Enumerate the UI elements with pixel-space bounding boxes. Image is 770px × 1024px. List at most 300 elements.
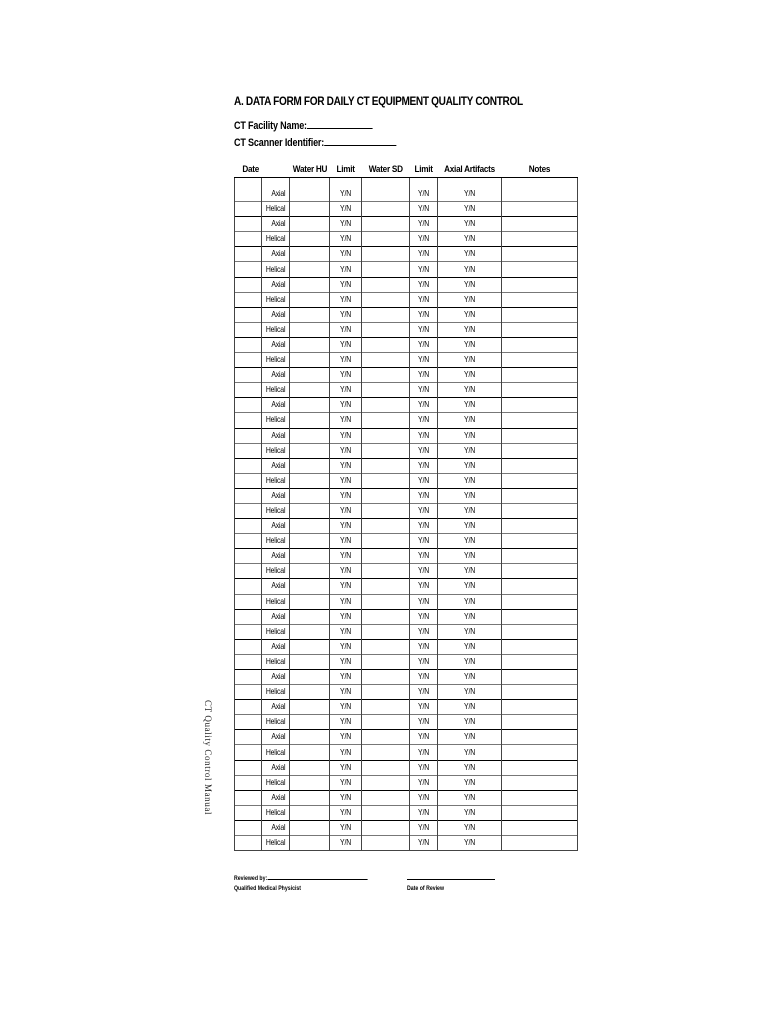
notes-cell[interactable] <box>502 836 578 851</box>
axial-artifacts-yn[interactable]: Y/N <box>438 594 502 609</box>
axial-artifacts-yn[interactable]: Y/N <box>438 473 502 488</box>
limit-sd-yn[interactable]: Y/N <box>410 745 438 760</box>
water-sd-cell[interactable] <box>362 700 410 715</box>
limit-sd-yn[interactable]: Y/N <box>410 730 438 745</box>
notes-cell[interactable] <box>502 745 578 760</box>
water-sd-cell[interactable] <box>362 202 410 217</box>
notes-cell[interactable] <box>502 353 578 368</box>
limit-sd-yn[interactable]: Y/N <box>410 488 438 503</box>
date-cell[interactable] <box>235 232 262 247</box>
notes-cell[interactable] <box>502 307 578 322</box>
axial-artifacts-yn[interactable]: Y/N <box>438 458 502 473</box>
axial-artifacts-yn[interactable]: Y/N <box>438 579 502 594</box>
date-cell[interactable] <box>235 247 262 262</box>
water-sd-cell[interactable] <box>362 428 410 443</box>
water-sd-cell[interactable] <box>362 609 410 624</box>
water-hu-cell[interactable] <box>290 745 330 760</box>
water-sd-cell[interactable] <box>362 383 410 398</box>
water-hu-cell[interactable] <box>290 322 330 337</box>
axial-artifacts-yn[interactable]: Y/N <box>438 700 502 715</box>
limit-hu-yn[interactable]: Y/N <box>330 805 362 820</box>
date-cell[interactable] <box>235 685 262 700</box>
axial-artifacts-yn[interactable]: Y/N <box>438 624 502 639</box>
notes-cell[interactable] <box>502 247 578 262</box>
axial-artifacts-yn[interactable]: Y/N <box>438 685 502 700</box>
axial-artifacts-yn[interactable]: Y/N <box>438 337 502 352</box>
water-sd-cell[interactable] <box>362 262 410 277</box>
limit-sd-yn[interactable]: Y/N <box>410 654 438 669</box>
date-cell[interactable] <box>235 488 262 503</box>
limit-sd-yn[interactable]: Y/N <box>410 549 438 564</box>
water-hu-cell[interactable] <box>290 262 330 277</box>
water-sd-cell[interactable] <box>362 337 410 352</box>
axial-artifacts-yn[interactable]: Y/N <box>438 836 502 851</box>
date-cell[interactable] <box>235 760 262 775</box>
notes-cell[interactable] <box>502 685 578 700</box>
limit-hu-yn[interactable]: Y/N <box>330 730 362 745</box>
water-sd-cell[interactable] <box>362 458 410 473</box>
date-cell[interactable] <box>235 398 262 413</box>
limit-sd-yn[interactable]: Y/N <box>410 836 438 851</box>
notes-cell[interactable] <box>502 217 578 232</box>
axial-artifacts-yn[interactable]: Y/N <box>438 609 502 624</box>
water-hu-cell[interactable] <box>290 715 330 730</box>
date-cell[interactable] <box>235 836 262 851</box>
water-hu-cell[interactable] <box>290 836 330 851</box>
reviewed-by-line[interactable] <box>267 873 367 880</box>
water-sd-cell[interactable] <box>362 579 410 594</box>
water-hu-cell[interactable] <box>290 292 330 307</box>
limit-sd-yn[interactable]: Y/N <box>410 820 438 835</box>
limit-hu-yn[interactable]: Y/N <box>330 458 362 473</box>
axial-artifacts-yn[interactable]: Y/N <box>438 353 502 368</box>
water-sd-cell[interactable] <box>362 670 410 685</box>
water-sd-cell[interactable] <box>362 730 410 745</box>
date-cell[interactable] <box>235 624 262 639</box>
water-sd-cell[interactable] <box>362 745 410 760</box>
limit-sd-yn[interactable]: Y/N <box>410 458 438 473</box>
date-cell[interactable] <box>235 639 262 654</box>
limit-hu-yn[interactable]: Y/N <box>330 654 362 669</box>
limit-hu-yn[interactable]: Y/N <box>330 217 362 232</box>
date-cell[interactable] <box>235 277 262 292</box>
limit-hu-yn[interactable]: Y/N <box>330 473 362 488</box>
date-cell[interactable] <box>235 609 262 624</box>
limit-sd-yn[interactable]: Y/N <box>410 790 438 805</box>
water-sd-cell[interactable] <box>362 217 410 232</box>
limit-hu-yn[interactable]: Y/N <box>330 277 362 292</box>
date-cell[interactable] <box>235 337 262 352</box>
date-cell[interactable] <box>235 700 262 715</box>
axial-artifacts-yn[interactable]: Y/N <box>438 217 502 232</box>
notes-cell[interactable] <box>502 594 578 609</box>
water-sd-cell[interactable] <box>362 503 410 518</box>
water-sd-cell[interactable] <box>362 549 410 564</box>
limit-sd-yn[interactable]: Y/N <box>410 670 438 685</box>
water-sd-cell[interactable] <box>362 473 410 488</box>
limit-sd-yn[interactable]: Y/N <box>410 805 438 820</box>
notes-cell[interactable] <box>502 262 578 277</box>
date-cell[interactable] <box>235 217 262 232</box>
water-sd-cell[interactable] <box>362 639 410 654</box>
date-cell[interactable] <box>235 715 262 730</box>
water-hu-cell[interactable] <box>290 685 330 700</box>
axial-artifacts-yn[interactable]: Y/N <box>438 790 502 805</box>
water-hu-cell[interactable] <box>290 639 330 654</box>
limit-sd-yn[interactable]: Y/N <box>410 232 438 247</box>
limit-sd-yn[interactable]: Y/N <box>410 564 438 579</box>
axial-artifacts-yn[interactable]: Y/N <box>438 715 502 730</box>
limit-hu-yn[interactable]: Y/N <box>330 428 362 443</box>
axial-artifacts-yn[interactable]: Y/N <box>438 368 502 383</box>
limit-hu-yn[interactable]: Y/N <box>330 202 362 217</box>
date-cell[interactable] <box>235 745 262 760</box>
water-sd-cell[interactable] <box>362 594 410 609</box>
axial-artifacts-yn[interactable]: Y/N <box>438 232 502 247</box>
date-cell[interactable] <box>235 805 262 820</box>
water-sd-cell[interactable] <box>362 760 410 775</box>
water-hu-cell[interactable] <box>290 337 330 352</box>
water-hu-cell[interactable] <box>290 232 330 247</box>
water-hu-cell[interactable] <box>290 473 330 488</box>
notes-cell[interactable] <box>502 178 578 202</box>
limit-sd-yn[interactable]: Y/N <box>410 292 438 307</box>
date-cell[interactable] <box>235 654 262 669</box>
date-cell[interactable] <box>235 368 262 383</box>
notes-cell[interactable] <box>502 654 578 669</box>
date-cell[interactable] <box>235 579 262 594</box>
axial-artifacts-yn[interactable]: Y/N <box>438 564 502 579</box>
axial-artifacts-yn[interactable]: Y/N <box>438 760 502 775</box>
notes-cell[interactable] <box>502 715 578 730</box>
limit-sd-yn[interactable]: Y/N <box>410 337 438 352</box>
water-hu-cell[interactable] <box>290 443 330 458</box>
date-cell[interactable] <box>235 178 262 202</box>
date-cell[interactable] <box>235 307 262 322</box>
axial-artifacts-yn[interactable]: Y/N <box>438 549 502 564</box>
date-cell[interactable] <box>235 594 262 609</box>
notes-cell[interactable] <box>502 292 578 307</box>
axial-artifacts-yn[interactable]: Y/N <box>438 775 502 790</box>
axial-artifacts-yn[interactable]: Y/N <box>438 292 502 307</box>
date-cell[interactable] <box>235 775 262 790</box>
limit-hu-yn[interactable]: Y/N <box>330 549 362 564</box>
water-hu-cell[interactable] <box>290 549 330 564</box>
limit-hu-yn[interactable]: Y/N <box>330 292 362 307</box>
review-date-line[interactable] <box>407 879 495 880</box>
limit-hu-yn[interactable]: Y/N <box>330 760 362 775</box>
water-hu-cell[interactable] <box>290 368 330 383</box>
date-cell[interactable] <box>235 428 262 443</box>
limit-sd-yn[interactable]: Y/N <box>410 413 438 428</box>
axial-artifacts-yn[interactable]: Y/N <box>438 247 502 262</box>
water-sd-cell[interactable] <box>362 232 410 247</box>
limit-sd-yn[interactable]: Y/N <box>410 519 438 534</box>
limit-sd-yn[interactable]: Y/N <box>410 609 438 624</box>
notes-cell[interactable] <box>502 458 578 473</box>
limit-hu-yn[interactable]: Y/N <box>330 715 362 730</box>
water-hu-cell[interactable] <box>290 534 330 549</box>
limit-hu-yn[interactable]: Y/N <box>330 775 362 790</box>
date-cell[interactable] <box>235 458 262 473</box>
notes-cell[interactable] <box>502 202 578 217</box>
limit-sd-yn[interactable]: Y/N <box>410 534 438 549</box>
water-sd-cell[interactable] <box>362 413 410 428</box>
limit-hu-yn[interactable]: Y/N <box>330 307 362 322</box>
axial-artifacts-yn[interactable]: Y/N <box>438 488 502 503</box>
date-cell[interactable] <box>235 503 262 518</box>
limit-sd-yn[interactable]: Y/N <box>410 247 438 262</box>
water-hu-cell[interactable] <box>290 353 330 368</box>
limit-sd-yn[interactable]: Y/N <box>410 775 438 790</box>
limit-hu-yn[interactable]: Y/N <box>330 398 362 413</box>
water-sd-cell[interactable] <box>362 353 410 368</box>
limit-sd-yn[interactable]: Y/N <box>410 202 438 217</box>
notes-cell[interactable] <box>502 473 578 488</box>
water-sd-cell[interactable] <box>362 519 410 534</box>
notes-cell[interactable] <box>502 805 578 820</box>
water-hu-cell[interactable] <box>290 428 330 443</box>
notes-cell[interactable] <box>502 670 578 685</box>
water-sd-cell[interactable] <box>362 443 410 458</box>
notes-cell[interactable] <box>502 790 578 805</box>
water-hu-cell[interactable] <box>290 594 330 609</box>
limit-hu-yn[interactable]: Y/N <box>330 579 362 594</box>
notes-cell[interactable] <box>502 534 578 549</box>
limit-sd-yn[interactable]: Y/N <box>410 428 438 443</box>
limit-hu-yn[interactable]: Y/N <box>330 564 362 579</box>
limit-hu-yn[interactable]: Y/N <box>330 178 362 202</box>
limit-sd-yn[interactable]: Y/N <box>410 639 438 654</box>
axial-artifacts-yn[interactable]: Y/N <box>438 262 502 277</box>
limit-sd-yn[interactable]: Y/N <box>410 473 438 488</box>
notes-cell[interactable] <box>502 730 578 745</box>
limit-sd-yn[interactable]: Y/N <box>410 594 438 609</box>
notes-cell[interactable] <box>502 413 578 428</box>
water-hu-cell[interactable] <box>290 624 330 639</box>
water-hu-cell[interactable] <box>290 277 330 292</box>
notes-cell[interactable] <box>502 337 578 352</box>
water-hu-cell[interactable] <box>290 217 330 232</box>
date-cell[interactable] <box>235 519 262 534</box>
axial-artifacts-yn[interactable]: Y/N <box>438 322 502 337</box>
date-cell[interactable] <box>235 292 262 307</box>
date-cell[interactable] <box>235 534 262 549</box>
water-hu-cell[interactable] <box>290 307 330 322</box>
water-hu-cell[interactable] <box>290 458 330 473</box>
limit-sd-yn[interactable]: Y/N <box>410 368 438 383</box>
limit-sd-yn[interactable]: Y/N <box>410 579 438 594</box>
axial-artifacts-yn[interactable]: Y/N <box>438 745 502 760</box>
date-cell[interactable] <box>235 383 262 398</box>
water-sd-cell[interactable] <box>362 322 410 337</box>
limit-sd-yn[interactable]: Y/N <box>410 262 438 277</box>
water-hu-cell[interactable] <box>290 488 330 503</box>
water-sd-cell[interactable] <box>362 277 410 292</box>
limit-sd-yn[interactable]: Y/N <box>410 443 438 458</box>
limit-sd-yn[interactable]: Y/N <box>410 353 438 368</box>
water-hu-cell[interactable] <box>290 775 330 790</box>
water-sd-cell[interactable] <box>362 178 410 202</box>
notes-cell[interactable] <box>502 398 578 413</box>
water-sd-cell[interactable] <box>362 715 410 730</box>
water-hu-cell[interactable] <box>290 503 330 518</box>
limit-sd-yn[interactable]: Y/N <box>410 322 438 337</box>
limit-hu-yn[interactable]: Y/N <box>330 383 362 398</box>
notes-cell[interactable] <box>502 519 578 534</box>
date-cell[interactable] <box>235 564 262 579</box>
notes-cell[interactable] <box>502 383 578 398</box>
notes-cell[interactable] <box>502 488 578 503</box>
limit-hu-yn[interactable]: Y/N <box>330 836 362 851</box>
limit-hu-yn[interactable]: Y/N <box>330 353 362 368</box>
water-hu-cell[interactable] <box>290 609 330 624</box>
axial-artifacts-yn[interactable]: Y/N <box>438 202 502 217</box>
water-sd-cell[interactable] <box>362 685 410 700</box>
date-cell[interactable] <box>235 670 262 685</box>
axial-artifacts-yn[interactable]: Y/N <box>438 383 502 398</box>
limit-hu-yn[interactable]: Y/N <box>330 639 362 654</box>
facility-name-line[interactable] <box>307 117 373 129</box>
axial-artifacts-yn[interactable]: Y/N <box>438 654 502 669</box>
axial-artifacts-yn[interactable]: Y/N <box>438 428 502 443</box>
notes-cell[interactable] <box>502 760 578 775</box>
notes-cell[interactable] <box>502 775 578 790</box>
axial-artifacts-yn[interactable]: Y/N <box>438 503 502 518</box>
date-cell[interactable] <box>235 820 262 835</box>
water-hu-cell[interactable] <box>290 383 330 398</box>
notes-cell[interactable] <box>502 232 578 247</box>
water-hu-cell[interactable] <box>290 202 330 217</box>
notes-cell[interactable] <box>502 368 578 383</box>
date-cell[interactable] <box>235 443 262 458</box>
axial-artifacts-yn[interactable]: Y/N <box>438 398 502 413</box>
axial-artifacts-yn[interactable]: Y/N <box>438 277 502 292</box>
water-sd-cell[interactable] <box>362 307 410 322</box>
notes-cell[interactable] <box>502 443 578 458</box>
water-hu-cell[interactable] <box>290 413 330 428</box>
water-hu-cell[interactable] <box>290 178 330 202</box>
notes-cell[interactable] <box>502 428 578 443</box>
axial-artifacts-yn[interactable]: Y/N <box>438 443 502 458</box>
water-sd-cell[interactable] <box>362 654 410 669</box>
limit-hu-yn[interactable]: Y/N <box>330 700 362 715</box>
water-sd-cell[interactable] <box>362 247 410 262</box>
limit-sd-yn[interactable]: Y/N <box>410 383 438 398</box>
limit-sd-yn[interactable]: Y/N <box>410 715 438 730</box>
water-hu-cell[interactable] <box>290 579 330 594</box>
limit-sd-yn[interactable]: Y/N <box>410 503 438 518</box>
limit-hu-yn[interactable]: Y/N <box>330 503 362 518</box>
date-cell[interactable] <box>235 730 262 745</box>
water-hu-cell[interactable] <box>290 730 330 745</box>
limit-sd-yn[interactable]: Y/N <box>410 624 438 639</box>
water-hu-cell[interactable] <box>290 564 330 579</box>
axial-artifacts-yn[interactable]: Y/N <box>438 519 502 534</box>
water-hu-cell[interactable] <box>290 760 330 775</box>
date-cell[interactable] <box>235 549 262 564</box>
water-sd-cell[interactable] <box>362 836 410 851</box>
water-sd-cell[interactable] <box>362 488 410 503</box>
axial-artifacts-yn[interactable]: Y/N <box>438 730 502 745</box>
notes-cell[interactable] <box>502 700 578 715</box>
limit-hu-yn[interactable]: Y/N <box>330 670 362 685</box>
water-sd-cell[interactable] <box>362 775 410 790</box>
limit-hu-yn[interactable]: Y/N <box>330 247 362 262</box>
limit-hu-yn[interactable]: Y/N <box>330 534 362 549</box>
limit-sd-yn[interactable]: Y/N <box>410 277 438 292</box>
limit-hu-yn[interactable]: Y/N <box>330 413 362 428</box>
limit-hu-yn[interactable]: Y/N <box>330 820 362 835</box>
notes-cell[interactable] <box>502 579 578 594</box>
limit-hu-yn[interactable]: Y/N <box>330 368 362 383</box>
limit-hu-yn[interactable]: Y/N <box>330 262 362 277</box>
limit-hu-yn[interactable]: Y/N <box>330 488 362 503</box>
axial-artifacts-yn[interactable]: Y/N <box>438 534 502 549</box>
limit-hu-yn[interactable]: Y/N <box>330 519 362 534</box>
notes-cell[interactable] <box>502 639 578 654</box>
limit-sd-yn[interactable]: Y/N <box>410 307 438 322</box>
limit-hu-yn[interactable]: Y/N <box>330 790 362 805</box>
water-sd-cell[interactable] <box>362 790 410 805</box>
limit-hu-yn[interactable]: Y/N <box>330 624 362 639</box>
water-sd-cell[interactable] <box>362 624 410 639</box>
axial-artifacts-yn[interactable]: Y/N <box>438 639 502 654</box>
water-sd-cell[interactable] <box>362 534 410 549</box>
axial-artifacts-yn[interactable]: Y/N <box>438 178 502 202</box>
date-cell[interactable] <box>235 473 262 488</box>
notes-cell[interactable] <box>502 549 578 564</box>
limit-hu-yn[interactable]: Y/N <box>330 594 362 609</box>
date-cell[interactable] <box>235 202 262 217</box>
water-hu-cell[interactable] <box>290 247 330 262</box>
limit-hu-yn[interactable]: Y/N <box>330 337 362 352</box>
water-hu-cell[interactable] <box>290 790 330 805</box>
date-cell[interactable] <box>235 413 262 428</box>
water-hu-cell[interactable] <box>290 670 330 685</box>
limit-sd-yn[interactable]: Y/N <box>410 760 438 775</box>
limit-sd-yn[interactable]: Y/N <box>410 178 438 202</box>
notes-cell[interactable] <box>502 322 578 337</box>
limit-sd-yn[interactable]: Y/N <box>410 685 438 700</box>
notes-cell[interactable] <box>502 503 578 518</box>
limit-sd-yn[interactable]: Y/N <box>410 398 438 413</box>
water-hu-cell[interactable] <box>290 700 330 715</box>
scanner-identifier-line[interactable] <box>324 134 396 146</box>
notes-cell[interactable] <box>502 564 578 579</box>
water-sd-cell[interactable] <box>362 292 410 307</box>
limit-hu-yn[interactable]: Y/N <box>330 609 362 624</box>
water-sd-cell[interactable] <box>362 820 410 835</box>
water-hu-cell[interactable] <box>290 654 330 669</box>
water-sd-cell[interactable] <box>362 368 410 383</box>
axial-artifacts-yn[interactable]: Y/N <box>438 670 502 685</box>
water-hu-cell[interactable] <box>290 820 330 835</box>
axial-artifacts-yn[interactable]: Y/N <box>438 413 502 428</box>
water-hu-cell[interactable] <box>290 519 330 534</box>
limit-sd-yn[interactable]: Y/N <box>410 217 438 232</box>
notes-cell[interactable] <box>502 609 578 624</box>
date-cell[interactable] <box>235 790 262 805</box>
notes-cell[interactable] <box>502 277 578 292</box>
limit-hu-yn[interactable]: Y/N <box>330 322 362 337</box>
date-cell[interactable] <box>235 322 262 337</box>
water-hu-cell[interactable] <box>290 398 330 413</box>
notes-cell[interactable] <box>502 820 578 835</box>
limit-hu-yn[interactable]: Y/N <box>330 745 362 760</box>
limit-sd-yn[interactable]: Y/N <box>410 700 438 715</box>
axial-artifacts-yn[interactable]: Y/N <box>438 805 502 820</box>
